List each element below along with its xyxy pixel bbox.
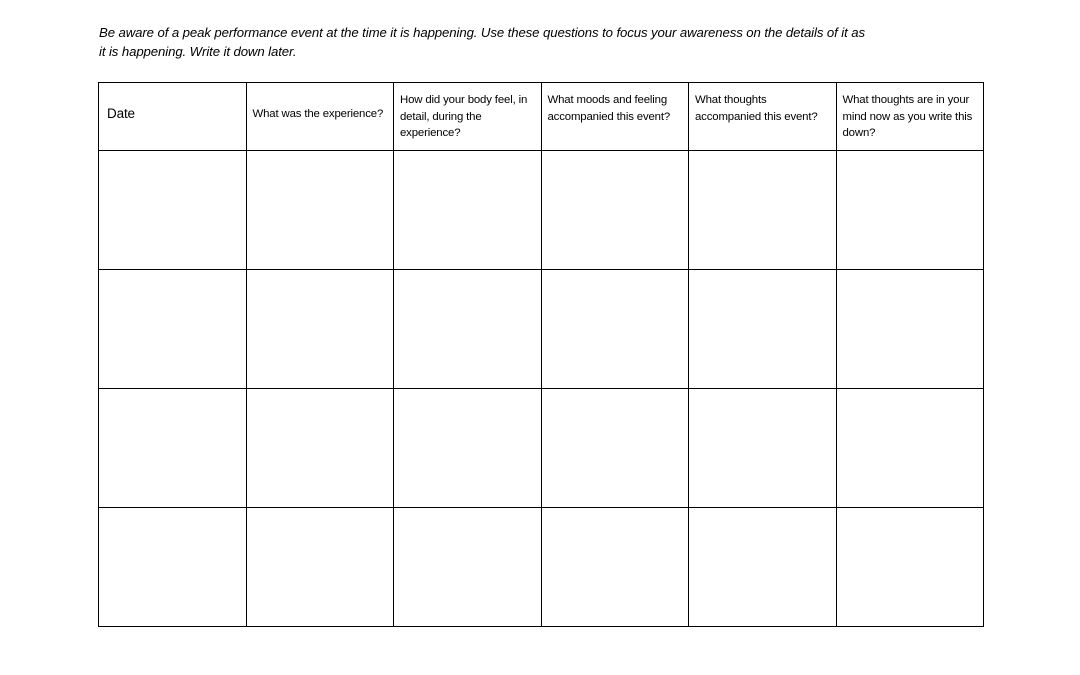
table-cell-thoughts-now[interactable] — [836, 508, 984, 627]
table-row — [99, 508, 984, 627]
table-row — [99, 270, 984, 389]
table-cell-thoughts-during[interactable] — [689, 508, 837, 627]
table-cell-moods[interactable] — [541, 389, 689, 508]
header-date: Date — [99, 83, 247, 151]
table-cell-thoughts-during[interactable] — [689, 389, 837, 508]
table-cell-thoughts-now[interactable] — [836, 151, 984, 270]
table-cell-experience[interactable] — [246, 508, 394, 627]
instructions-line-1: Be aware of a peak performance event at the time it is happening. Use these questions to focus your awareness on the details of it as — [99, 25, 865, 40]
table-cell-body-feel[interactable] — [394, 389, 542, 508]
peak-performance-log-table — [98, 82, 984, 627]
header-body-feel: How did your body feel, in detail, during the experience? — [394, 83, 542, 151]
table-cell-thoughts-now[interactable] — [836, 389, 984, 508]
instructions-line-2: it is happening. Write it down later. — [99, 44, 297, 59]
table-cell-date[interactable] — [99, 508, 247, 627]
header-thoughts-now: What thoughts are in your mind now as you write this down? — [836, 83, 984, 151]
table-cell-body-feel[interactable] — [394, 151, 542, 270]
table-cell-thoughts-during[interactable] — [689, 270, 837, 389]
table-row — [99, 389, 984, 508]
header-moods-feelings: What moods and feeling accompanied this event? — [541, 83, 689, 151]
table-cell-experience[interactable] — [246, 389, 394, 508]
table-cell-date[interactable] — [99, 389, 247, 508]
table-cell-date[interactable] — [99, 151, 247, 270]
table-cell-body-feel[interactable] — [394, 270, 542, 389]
table-cell-moods[interactable] — [541, 151, 689, 270]
header-experience: What was the experience? — [246, 83, 394, 151]
table-cell-body-feel[interactable] — [394, 508, 542, 627]
table-cell-moods[interactable] — [541, 270, 689, 389]
table-row — [99, 151, 984, 270]
table-cell-moods[interactable] — [541, 508, 689, 627]
table-cell-thoughts-during[interactable] — [689, 151, 837, 270]
instructions-text — [99, 23, 989, 61]
table-header-row — [99, 83, 984, 151]
header-thoughts-during: What thoughts accompanied this event? — [689, 83, 837, 151]
table-cell-date[interactable] — [99, 270, 247, 389]
table-cell-thoughts-now[interactable] — [836, 270, 984, 389]
table-cell-experience[interactable] — [246, 270, 394, 389]
table-cell-experience[interactable] — [246, 151, 394, 270]
